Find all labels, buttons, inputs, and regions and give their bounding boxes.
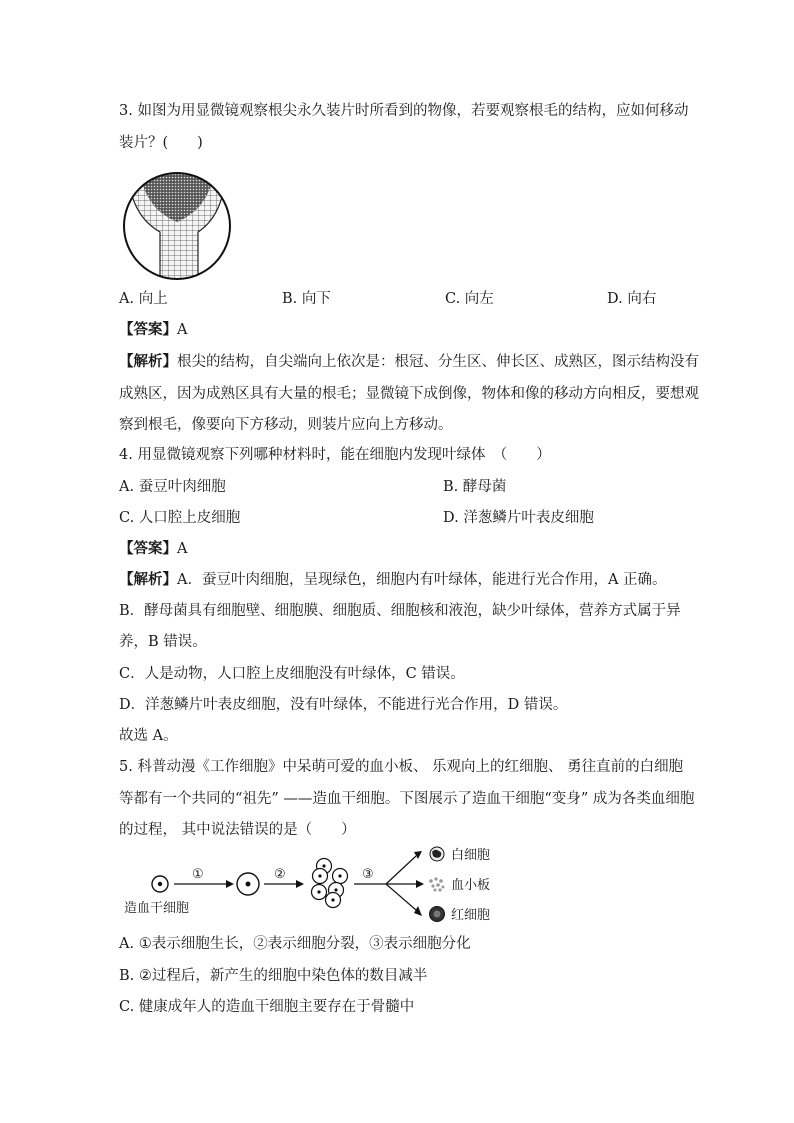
q3-analysis-line2: 成熟区，因为成熟区具有大量的根毛；显微镜下成倒像，物体和像的移动方向相反，要想观: [119, 386, 699, 402]
q5-option-c: C. 健康成年人的造血干细胞主要存在于骨髓中: [119, 999, 415, 1015]
q5-stem-line1: 5. 科普动漫《工作细胞》中呆萌可爱的血小板、 乐观向上的红细胞、 勇往直前的白细胞: [119, 759, 684, 775]
q5-option-a: A. ①表示细胞生长，②表示细胞分裂，③表示细胞分化: [119, 936, 471, 952]
q5-stem-line3: 的过程， 其中说法错误的是（ ）: [119, 822, 356, 838]
analysis-tag: 【解析】: [119, 353, 177, 370]
answer-value: A: [177, 541, 188, 557]
q3-analysis-line1: [119, 352, 699, 372]
red-blood-cell-label: 红细胞: [451, 908, 491, 923]
analysis-text: 根尖的结构，自尖端向上依次是：根冠、分生区、伸长区、成熟区，图示结构没有: [177, 354, 699, 370]
analysis-tag: 【解析】: [119, 571, 177, 588]
analysis-text: A．蚕豆叶肉细胞，呈现绿色，细胞内有叶绿体，能进行光合作用，A 正确。: [177, 572, 667, 588]
root-tip-micrograph: [120, 170, 234, 282]
q3-stem-line2: 装片？( ): [119, 135, 203, 151]
answer-tag: 【答案】: [119, 321, 177, 338]
white-blood-cell-icon: [430, 847, 444, 861]
hematopoiesis-diagram: [118, 840, 508, 930]
q3-option-b: B. 向下: [282, 291, 331, 307]
q3-option-a: A. 向上: [119, 291, 168, 307]
stem-cell-label: 造血干细胞: [124, 901, 190, 916]
white-blood-cell-label: 白细胞: [451, 848, 491, 863]
q4-option-d: D. 洋葱鳞片叶表皮细胞: [443, 510, 594, 526]
q4-option-a: A. 蚕豆叶肉细胞: [119, 479, 226, 495]
cell-cluster: [312, 859, 348, 908]
q4-analysis-line3: 养，B 错误。: [119, 634, 207, 650]
q5-option-b: B. ②过程后，新产生的细胞中染色体的数目减半: [119, 968, 428, 984]
q3-analysis-line3: 察到根毛，像要向下方移动，则装片应向上方移动。: [119, 417, 453, 433]
answer-tag: 【答案】: [119, 540, 177, 557]
q5-stem-line2: 等都有一个共同的“祖先” ——造血干细胞。下图展示了造血干细胞“变身” 成为各类血细胞: [119, 791, 695, 807]
q4-analysis-line5: D．洋葱鳞片叶表皮细胞，没有叶绿体，不能进行光合作用，D 错误。: [119, 697, 568, 713]
q4-stem: 4. 用显微镜观察下列哪种材料时，能在细胞内发现叶绿体 （ ）: [119, 447, 551, 463]
step1-label: ①: [192, 867, 204, 882]
q4-conclusion: 故选 A。: [119, 728, 178, 744]
q4-answer: [119, 539, 187, 559]
q4-analysis-line1: [119, 570, 667, 590]
platelet-icon: [429, 877, 444, 891]
q4-option-c: C. 人口腔上皮细胞: [119, 510, 241, 526]
q3-answer: [119, 320, 187, 340]
step2-label: ②: [274, 867, 286, 882]
q3-option-d: D. 向右: [607, 291, 657, 307]
red-blood-cell-icon: [430, 907, 445, 922]
step3-label: ③: [362, 867, 374, 882]
q4-option-b: B. 酵母菌: [443, 479, 507, 495]
q3-option-c: C. 向左: [445, 291, 494, 307]
q4-analysis-line2: B．酵母菌具有细胞壁、细胞膜、细胞质、细胞核和液泡，缺少叶绿体，营养方式属于异: [119, 603, 681, 619]
q3-stem-line1: 3. 如图为用显微镜观察根尖永久装片时所看到的物像，若要观察根毛的结构，应如何移动: [119, 103, 689, 119]
platelet-label: 血小板: [451, 878, 491, 893]
answer-value: A: [177, 322, 188, 338]
stem-cell: [152, 876, 168, 892]
q4-analysis-line4: C．人是动物，人口腔上皮细胞没有叶绿体，C 错误。: [119, 666, 465, 682]
grown-cell: [237, 873, 259, 895]
